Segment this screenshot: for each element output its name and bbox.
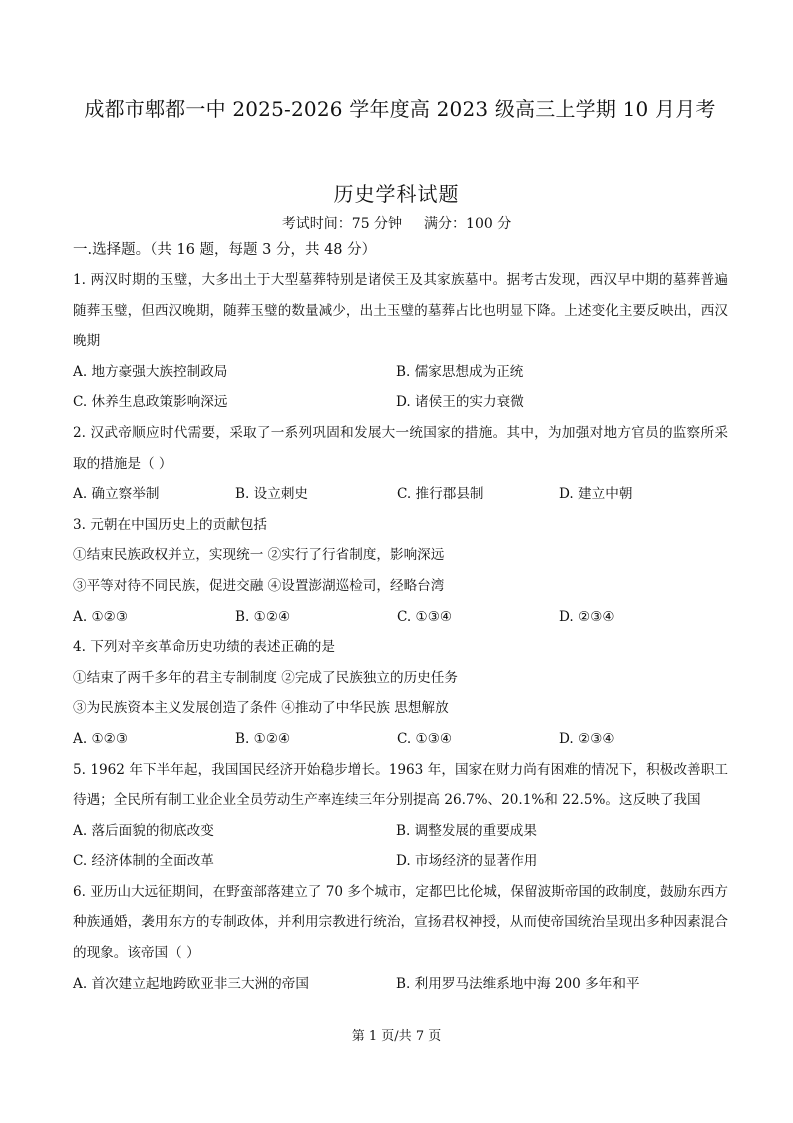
option-a: A. 地方豪强大族控制政局 bbox=[73, 363, 228, 380]
question-stem: 1. 两汉时期的玉璧，大多出土于大型墓葬特别是诸侯王及其家族墓中。据考古发现，西汉早中期的墓葬普遍随葬玉璧，但西汉晚期，随葬玉璧的数量减少，出土玉璧的墓葬占比也明显下降。上述变化主要反映出，西汉晚期 bbox=[73, 272, 728, 350]
statement-line: ③平等对待不同民族，促进交融 ④设置澎湖巡检司，经略台湾 bbox=[73, 577, 445, 594]
question-stem: 3. 元朝在中国历史上的贡献包括 bbox=[73, 516, 268, 533]
question-2 bbox=[73, 418, 728, 510]
option-d: D. ②③④ bbox=[559, 730, 615, 747]
exam-time: 考试时间：75 分钟 bbox=[281, 216, 403, 232]
option-a: A. ①②③ bbox=[73, 730, 129, 747]
exam-title: 成都市郫都一中 2025-2026 学年度高 2023 级高三上学期 10 月月考 bbox=[84, 97, 716, 121]
statement-line: ①结束民族政权并立，实现统一 ②实行了行省制度，影响深远 bbox=[73, 547, 445, 564]
question-stem: 2. 汉武帝顺应时代需要，采取了一系列巩固和发展大一统国家的措施。其中，为加强对地方官员的监察所采取的措施是（ ） bbox=[73, 424, 728, 472]
question-stem: 4. 下列对辛亥革命历史功绩的表述正确的是 bbox=[73, 639, 335, 656]
option-row bbox=[73, 969, 728, 1000]
option-a: A. 落后面貌的彻底改变 bbox=[73, 822, 214, 839]
option-c: C. 经济体制的全面改革 bbox=[73, 853, 214, 870]
option-d: D. ②③④ bbox=[559, 608, 615, 625]
option-b: B. 利用罗马法维系地中海 200 多年和平 bbox=[396, 975, 640, 992]
section-heading: 一.选择题。（共 16 题，每题 3 分，共 48 分） bbox=[73, 242, 377, 258]
option-b: B. 设立刺史 bbox=[235, 486, 309, 503]
option-b: B. 儒家思想成为正统 bbox=[396, 363, 524, 380]
option-c: C. ①③④ bbox=[397, 730, 453, 747]
option-b: B. ①②④ bbox=[235, 608, 291, 625]
question-4 bbox=[73, 632, 728, 754]
option-b: B. ①②④ bbox=[235, 730, 291, 747]
option-row bbox=[73, 479, 728, 510]
full-score: 满分：100 分 bbox=[424, 216, 512, 232]
option-d: D. 建立中朝 bbox=[559, 486, 633, 503]
question-list bbox=[73, 265, 728, 999]
option-d: D. 市场经济的显著作用 bbox=[396, 853, 538, 870]
option-row bbox=[73, 816, 728, 847]
exam-subtitle: 历史学科试题 bbox=[333, 182, 460, 206]
option-row bbox=[73, 846, 728, 877]
option-d: D. 诸侯王的实力衰微 bbox=[396, 394, 524, 411]
option-a: A. 确立察举制 bbox=[73, 486, 160, 503]
exam-info bbox=[0, 213, 793, 233]
question-stem: 5. 1962 年下半年起，我国国民经济开始稳步增长。1963 年，国家在财力尚有困难的情况下，积极改善职工待遇；全民所有制工业企业全员劳动生产率连续三年分别提高 26.7%、20.1%和 22.5%。这反映了我国 bbox=[73, 761, 728, 809]
question-6 bbox=[73, 877, 728, 999]
option-b: B. 调整发展的重要成果 bbox=[396, 822, 537, 839]
option-row bbox=[73, 602, 728, 633]
question-3 bbox=[73, 510, 728, 632]
option-a: A. ①②③ bbox=[73, 608, 129, 625]
page-number: 第 1 页/共 7 页 bbox=[351, 1029, 442, 1044]
option-row bbox=[73, 724, 728, 755]
option-c: C. 推行郡县制 bbox=[397, 486, 484, 503]
option-a: A. 首次建立起地跨欧亚非三大洲的帝国 bbox=[73, 975, 309, 992]
statement-line: ①结束了两千多年的君主专制制度 ②完成了民族独立的历史任务 bbox=[73, 669, 458, 686]
question-5 bbox=[73, 755, 728, 877]
question-1 bbox=[73, 265, 728, 418]
option-row bbox=[73, 387, 728, 418]
option-c: C. 休养生息政策影响深远 bbox=[73, 394, 228, 411]
option-c: C. ①③④ bbox=[397, 608, 453, 625]
statement-line: ③为民族资本主义发展创造了条件 ④推动了中华民族 思想解放 bbox=[73, 700, 449, 717]
question-stem: 6. 亚历山大远征期间，在野蛮部落建立了 70 多个城市，定都巴比伦城，保留波斯帝国的政制度，鼓励东西方种族通婚，袭用东方的专制政体，并利用宗教进行统治，宣扬君权神授，从而使帝国统治呈现出多种因素混合的现象。该帝国（ ） bbox=[73, 883, 728, 962]
option-row bbox=[73, 357, 728, 388]
